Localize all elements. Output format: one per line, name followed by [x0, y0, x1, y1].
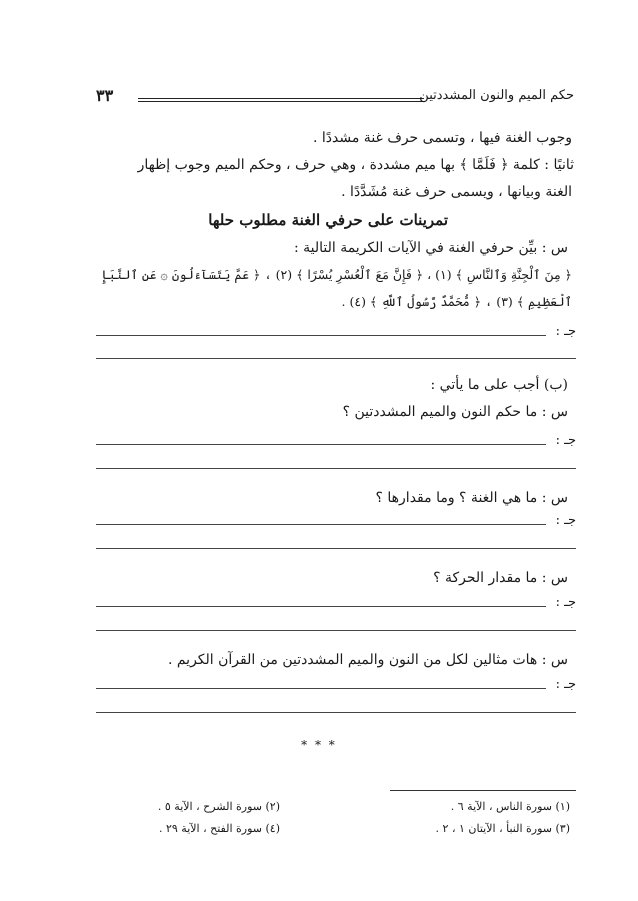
question-intro: س : بيِّن حرفي الغنة في الآيات الكريمة التالية : — [293, 240, 568, 256]
answer-label: جـ : — [555, 595, 576, 610]
verses-line-1: ﴿ مِنَ ٱلْجِنَّةِ وَٱلنَّاسِ ﴾ (١) ، ﴿ فَإِنَّ مَعَ ٱلْعُسْرِ يُسْرًا ﴾ (٢) ، ﴿ عَمَّ يَتَسَآءَلُونَ ۞ عَنِ ٱلنَّبَإِ — [101, 267, 572, 282]
answer-row[interactable] — [96, 595, 576, 612]
answer-line — [96, 688, 546, 689]
answer-row[interactable] — [96, 677, 576, 694]
answer-label: جـ : — [555, 324, 576, 339]
page-header — [96, 88, 574, 110]
header-rule — [138, 98, 424, 102]
answer-label: جـ : — [555, 433, 576, 448]
answer-label: جـ : — [555, 513, 576, 528]
footnote-2: (٢) سورة الشرح ، الآية ٥ . — [157, 800, 280, 813]
question-4: س : هات مثالين لكل من النون والميم المشددتين من القرآن الكريم . — [167, 652, 568, 668]
blank-answer-line[interactable] — [96, 358, 576, 359]
answer-line — [96, 606, 546, 607]
answer-line — [96, 335, 546, 336]
blank-answer-line[interactable] — [96, 712, 576, 713]
answer-row[interactable] — [96, 433, 576, 450]
footnote-3: (٣) سورة النبأ ، الآيتان ١ ، ٢ . — [435, 822, 570, 835]
question-3: س : ما مقدار الحركة ؟ — [433, 570, 568, 586]
body-line-2: ثانيًا : كلمة ﴿ فَلَمَّا ﴾ بها ميم مشددة ، وهي حرف ، وحكم الميم وجوب إظهار — [137, 157, 574, 173]
question-2: س : ما هي الغنة ؟ وما مقدارها ؟ — [375, 490, 568, 506]
blank-answer-line[interactable] — [96, 468, 576, 469]
running-title: حكم الميم والنون المشددتين — [419, 88, 574, 103]
blank-answer-line[interactable] — [96, 548, 576, 549]
answer-line — [96, 444, 546, 445]
answer-label: جـ : — [555, 677, 576, 692]
question-1: س : ما حكم النون والميم المشددتين ؟ — [342, 404, 568, 420]
section-separator: * * * — [301, 738, 337, 752]
exercise-heading: تمرينات على حرفي الغنة مطلوب حلها — [208, 211, 448, 229]
body-line-1: وجوب الغنة فيها ، وتسمى حرف غنة مشددًا . — [313, 130, 572, 146]
footnote-1: (١) سورة الناس ، الآية ٦ . — [450, 800, 570, 813]
footnote-4: (٤) سورة الفتح ، الآية ٢٩ . — [158, 822, 280, 835]
answer-line — [96, 524, 546, 525]
page-number: ٣٣ — [96, 86, 114, 105]
answer-row[interactable] — [96, 513, 576, 530]
section-b-title: (ب) أجب على ما يأتي : — [430, 377, 568, 393]
footnote-rule — [390, 790, 576, 791]
blank-answer-line[interactable] — [96, 630, 576, 631]
verses-line-2: ٱلْعَظِيمِ ﴾ (٣) ، ﴿ مُّحَمَّدٌ رَّسُولُ ٱللَّهِ ﴾ (٤) . — [341, 294, 572, 309]
answer-row[interactable] — [96, 324, 576, 341]
body-line-3: الغنة وبيانها ، ويسمى حرف غنة مُشَدَّدًا . — [341, 184, 572, 200]
